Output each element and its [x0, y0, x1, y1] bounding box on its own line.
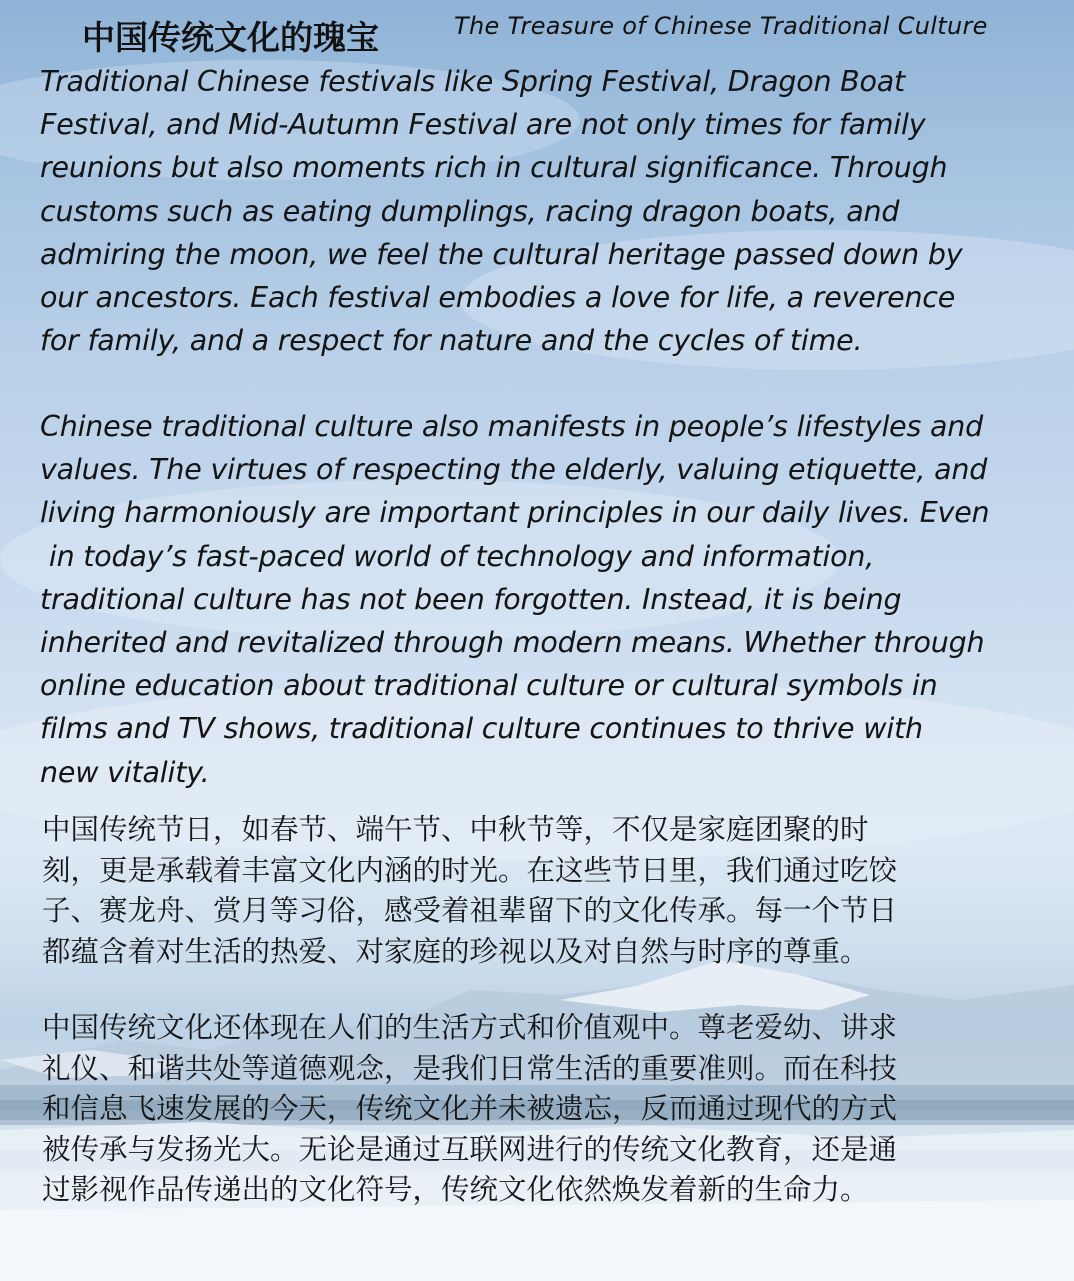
text-line: inherited and revitalized through modern means. Whether through [40, 625, 985, 659]
text-line: Traditional Chinese festivals like Spring Festival, Dragon Boat [40, 65, 906, 98]
text-line: 过影视作品传递出的文化符号，传统文化依然焕发着新的生命力。 [42, 1173, 869, 1207]
text-line: living harmoniously are important principles in our daily lives. Even [40, 496, 990, 530]
text-line: admiring the moon, we feel the cultural heritage passed down by [40, 237, 963, 271]
english-paragraph-2 [40, 405, 1040, 794]
chinese-paragraph-1 [42, 810, 1042, 972]
text-line: customs such as eating dumplings, racing dragon boats, and [40, 194, 900, 228]
text-line: 刻，更是承载着丰富文化内涵的时光。在这些节日里，我们通过吃饺 [42, 853, 898, 887]
text-line: films and TV shows, traditional culture continues to thrive with [40, 712, 923, 746]
text-line: 子、赛龙舟、赏月等习俗，感受着祖辈留下的文化传承。每一个节日 [42, 894, 898, 928]
text-line: new vitality. [40, 755, 210, 789]
text-line: online education about traditional culture or cultural symbols in [40, 669, 938, 703]
text-line: Chinese traditional culture also manifests in people’s lifestyles and [40, 410, 984, 443]
text-line: 中国传统文化还体现在人们的生活方式和价值观中。尊老爱幼、讲求 [42, 1011, 898, 1044]
text-line: Festival, and Mid-Autumn Festival are not only times for family [40, 108, 926, 142]
text-line: in today’s fast-paced world of technology and information, [40, 539, 875, 573]
text-line: 被传承与发扬光大。无论是通过互联网进行的传统文化教育，还是通 [42, 1132, 898, 1166]
english-paragraph-1 [40, 60, 1040, 362]
text-line: 和信息飞速发展的今天，传统文化并未被遗忘，反而通过现代的方式 [42, 1092, 898, 1126]
text-line: 中国传统节日，如春节、端午节、中秋节等，不仅是家庭团聚的时 [42, 813, 869, 846]
title-english: The Treasure of Chinese Traditional Culture [454, 12, 988, 40]
title-row [82, 8, 1042, 58]
title-chinese: 中国传统文化的瑰宝 [82, 18, 379, 57]
text-line: for family, and a respect for nature and the cycles of time. [40, 324, 863, 358]
text-line: 礼仪、和谐共处等道德观念，是我们日常生活的重要准则。而在科技 [42, 1051, 898, 1085]
text-line: reunions but also moments rich in cultural significance. Through [40, 151, 948, 185]
text-line: traditional culture has not been forgotten. Instead, it is being [40, 582, 902, 616]
text-line: 都蕴含着对生活的热爱、对家庭的珍视以及对自然与时序的尊重。 [42, 934, 869, 968]
chinese-paragraph-2 [42, 1008, 1042, 1211]
text-line: values. The virtues of respecting the elderly, valuing etiquette, and [40, 453, 988, 487]
text-line: our ancestors. Each festival embodies a love for life, a reverence [40, 280, 956, 314]
